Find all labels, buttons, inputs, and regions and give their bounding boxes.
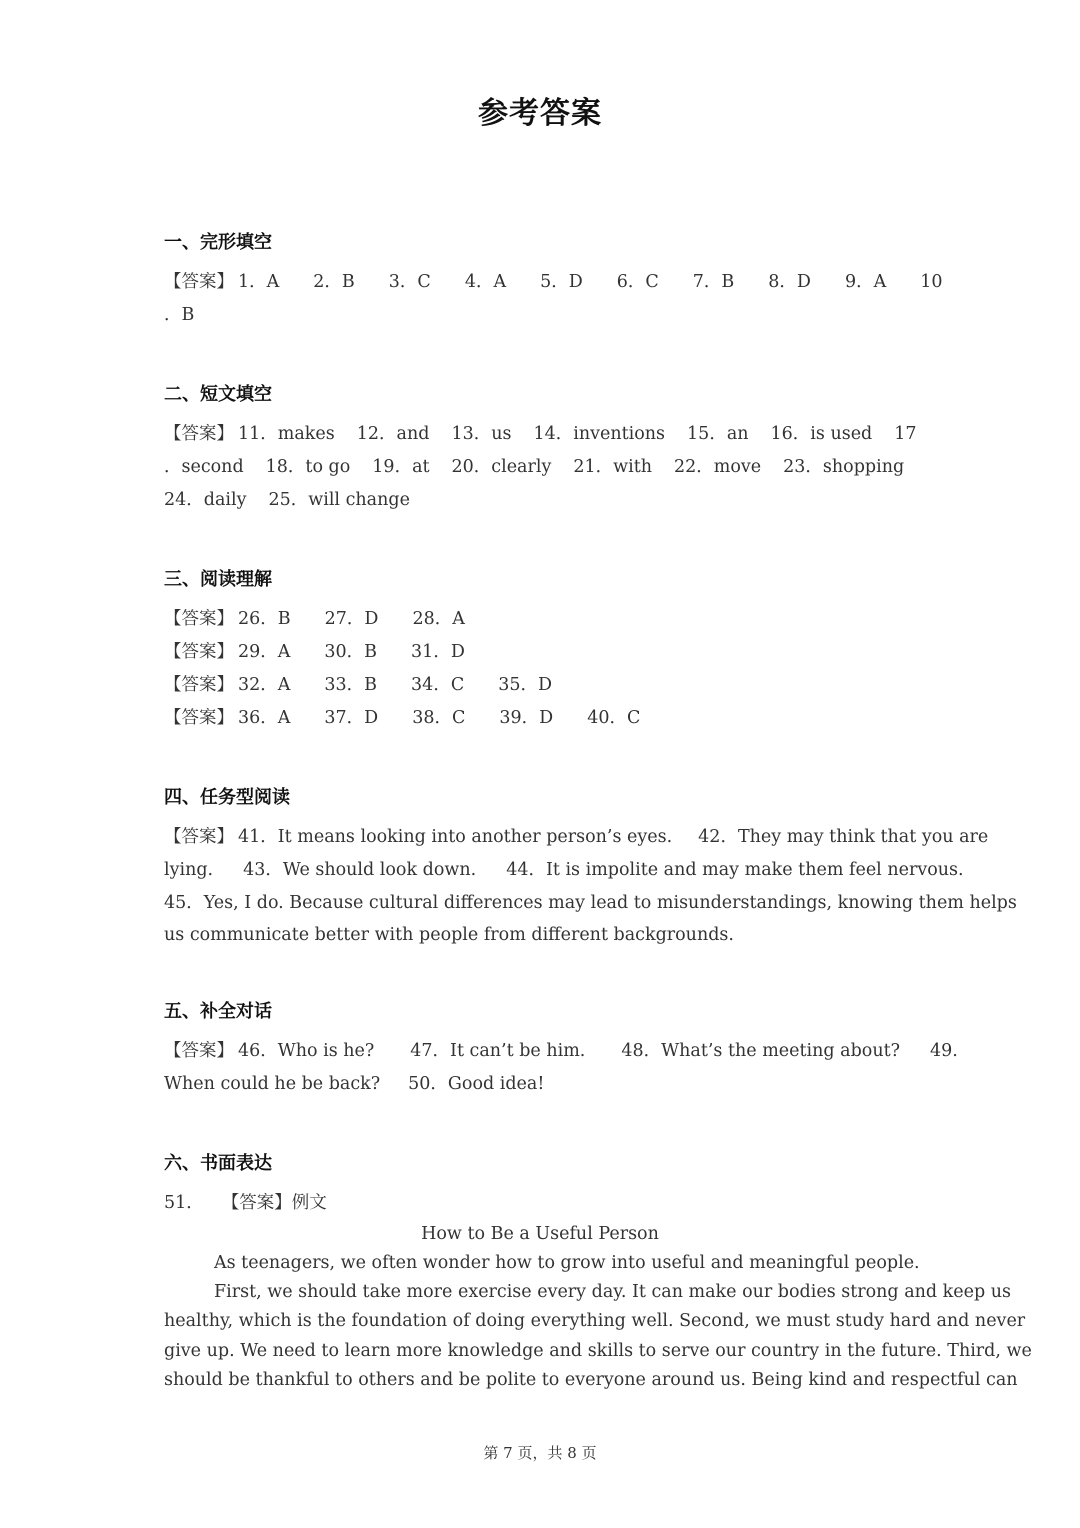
answer-label: 【答案】 [164, 642, 234, 662]
answer-item: 14．inventions [533, 424, 666, 444]
answer-wrap: ．B [164, 305, 195, 325]
answer-item: 29．A [238, 642, 291, 662]
answer-line [164, 859, 964, 881]
answer-item: 44．It is impolite and may make them feel nervous. [506, 860, 964, 880]
answer-item: 10 [920, 272, 943, 292]
answer-item: 38．C [412, 708, 466, 728]
answer-text: 45．Yes, I do. Because cultural differences may lead to misunderstandings, knowing them helps [164, 893, 1017, 913]
answer-item: 49. [930, 1041, 958, 1061]
answer-item: 8．D [768, 272, 811, 292]
essay-line: healthy, which is the foundation of doing everything well. Second, we must study hard and never [164, 1311, 1026, 1331]
answer-item: 16．is used [770, 424, 873, 444]
essay-line: As teenagers, we often wonder how to grow into useful and meaningful people. [214, 1253, 920, 1273]
answer-item: 46．Who is he? [238, 1041, 375, 1061]
page-title: 参考答案 [478, 96, 602, 131]
section-heading-dialogue: 五、补全对话 [164, 1001, 272, 1022]
answer-item: 11．makes [238, 424, 335, 444]
answer-item: 47．It can’t be him. [410, 1041, 586, 1061]
answer-item: 37．D [324, 708, 379, 728]
answer-item: 30．B [324, 642, 378, 662]
answer-item: 2．B [313, 272, 355, 292]
answer-line [164, 489, 410, 511]
answer-item: 28．A [412, 609, 465, 629]
answer-item: 24．daily [164, 490, 247, 510]
essay-title: How to Be a Useful Person [421, 1224, 659, 1244]
answer-item: 39．D [499, 708, 554, 728]
answer-item: 4．A [464, 272, 507, 292]
answer-text: us communicate better with people from different backgrounds. [164, 925, 734, 945]
answer-label: 【答案】 [164, 424, 234, 444]
answer-item: 32．A [238, 675, 291, 695]
section-heading-reading: 三、阅读理解 [164, 569, 272, 590]
answer-label: 【答案】 [164, 675, 234, 695]
answer-line [164, 641, 465, 663]
answer-label: 【答案】 [221, 1193, 292, 1213]
answer-item: 42．They may think that you are [698, 827, 989, 847]
section-heading-task-reading: 四、任务型阅读 [164, 787, 290, 808]
answer-item: 34．C [411, 675, 465, 695]
answer-line [164, 608, 465, 630]
answer-line [164, 826, 988, 848]
answer-item: 48．What’s the meeting about? [621, 1041, 901, 1061]
answer-label: 【答案】 [164, 1041, 234, 1061]
essay-line: First, we should take more exercise every day. It can make our bodies strong and keep us [214, 1282, 1012, 1302]
answer-item: 20．clearly [451, 457, 552, 477]
section-heading-cloze: 一、完形填空 [164, 232, 272, 253]
answer-item: 15．an [687, 424, 749, 444]
answer-item: 9．A [844, 272, 887, 292]
answer-item: 17 [894, 424, 917, 444]
answer-item: 27．D [324, 609, 379, 629]
answer-item: lying. [164, 860, 214, 880]
answer-item: ．second [164, 457, 244, 477]
answer-item: 3．C [388, 272, 431, 292]
answer-label: 【答案】 [164, 272, 234, 292]
answer-item: 41．It means looking into another person’s eyes. [238, 827, 673, 847]
answer-item: 43．We should look down. [243, 860, 477, 880]
answer-line [164, 1192, 327, 1214]
answer-line [164, 271, 943, 293]
answer-line [164, 423, 917, 445]
section-heading-writing: 六、书面表达 [164, 1153, 272, 1174]
answer-item: When could he be back? [164, 1074, 381, 1094]
answer-item: 40．C [587, 708, 641, 728]
answer-item: 21．with [573, 457, 652, 477]
answer-item: 31．D [411, 642, 465, 662]
answer-item: 36．A [238, 708, 291, 728]
essay-line: give up. We need to learn more knowledge and skills to serve our country in the future. Third, we [164, 1341, 1032, 1361]
answer-label: 【答案】 [164, 708, 234, 728]
answer-line [164, 674, 552, 696]
answer-item: 35．D [498, 675, 553, 695]
answer-line [164, 456, 904, 478]
answer-item: 7．B [692, 272, 735, 292]
section-heading-short-passage: 二、短文填空 [164, 384, 272, 405]
answer-item: 18．to go [265, 457, 351, 477]
sample-label: 例文 [291, 1193, 327, 1213]
answer-line [164, 707, 640, 729]
answer-item: 22．move [674, 457, 762, 477]
answer-item: 12．and [356, 424, 430, 444]
answer-line [164, 1073, 544, 1095]
page-footer: 第 7 页，共 8 页 [483, 1444, 597, 1462]
answer-item: 13．us [451, 424, 512, 444]
answer-item: 25．will change [268, 490, 410, 510]
answer-item: 5．D [540, 272, 583, 292]
question-number: 51． [164, 1193, 204, 1213]
answer-label: 【答案】 [164, 827, 234, 847]
answer-line [164, 1040, 958, 1062]
answer-item: 19．at [372, 457, 430, 477]
essay-line: should be thankful to others and be polite to everyone around us. Being kind and respectful can [164, 1370, 1018, 1390]
answer-item: 6．C [616, 272, 659, 292]
answer-item: 50．Good idea! [408, 1074, 545, 1094]
answer-label: 【答案】 [164, 609, 234, 629]
answer-item: 1．A [238, 272, 280, 292]
answer-item: 33．B [324, 675, 378, 695]
answer-item: 26．B [238, 609, 291, 629]
answer-item: 23．shopping [783, 457, 905, 477]
